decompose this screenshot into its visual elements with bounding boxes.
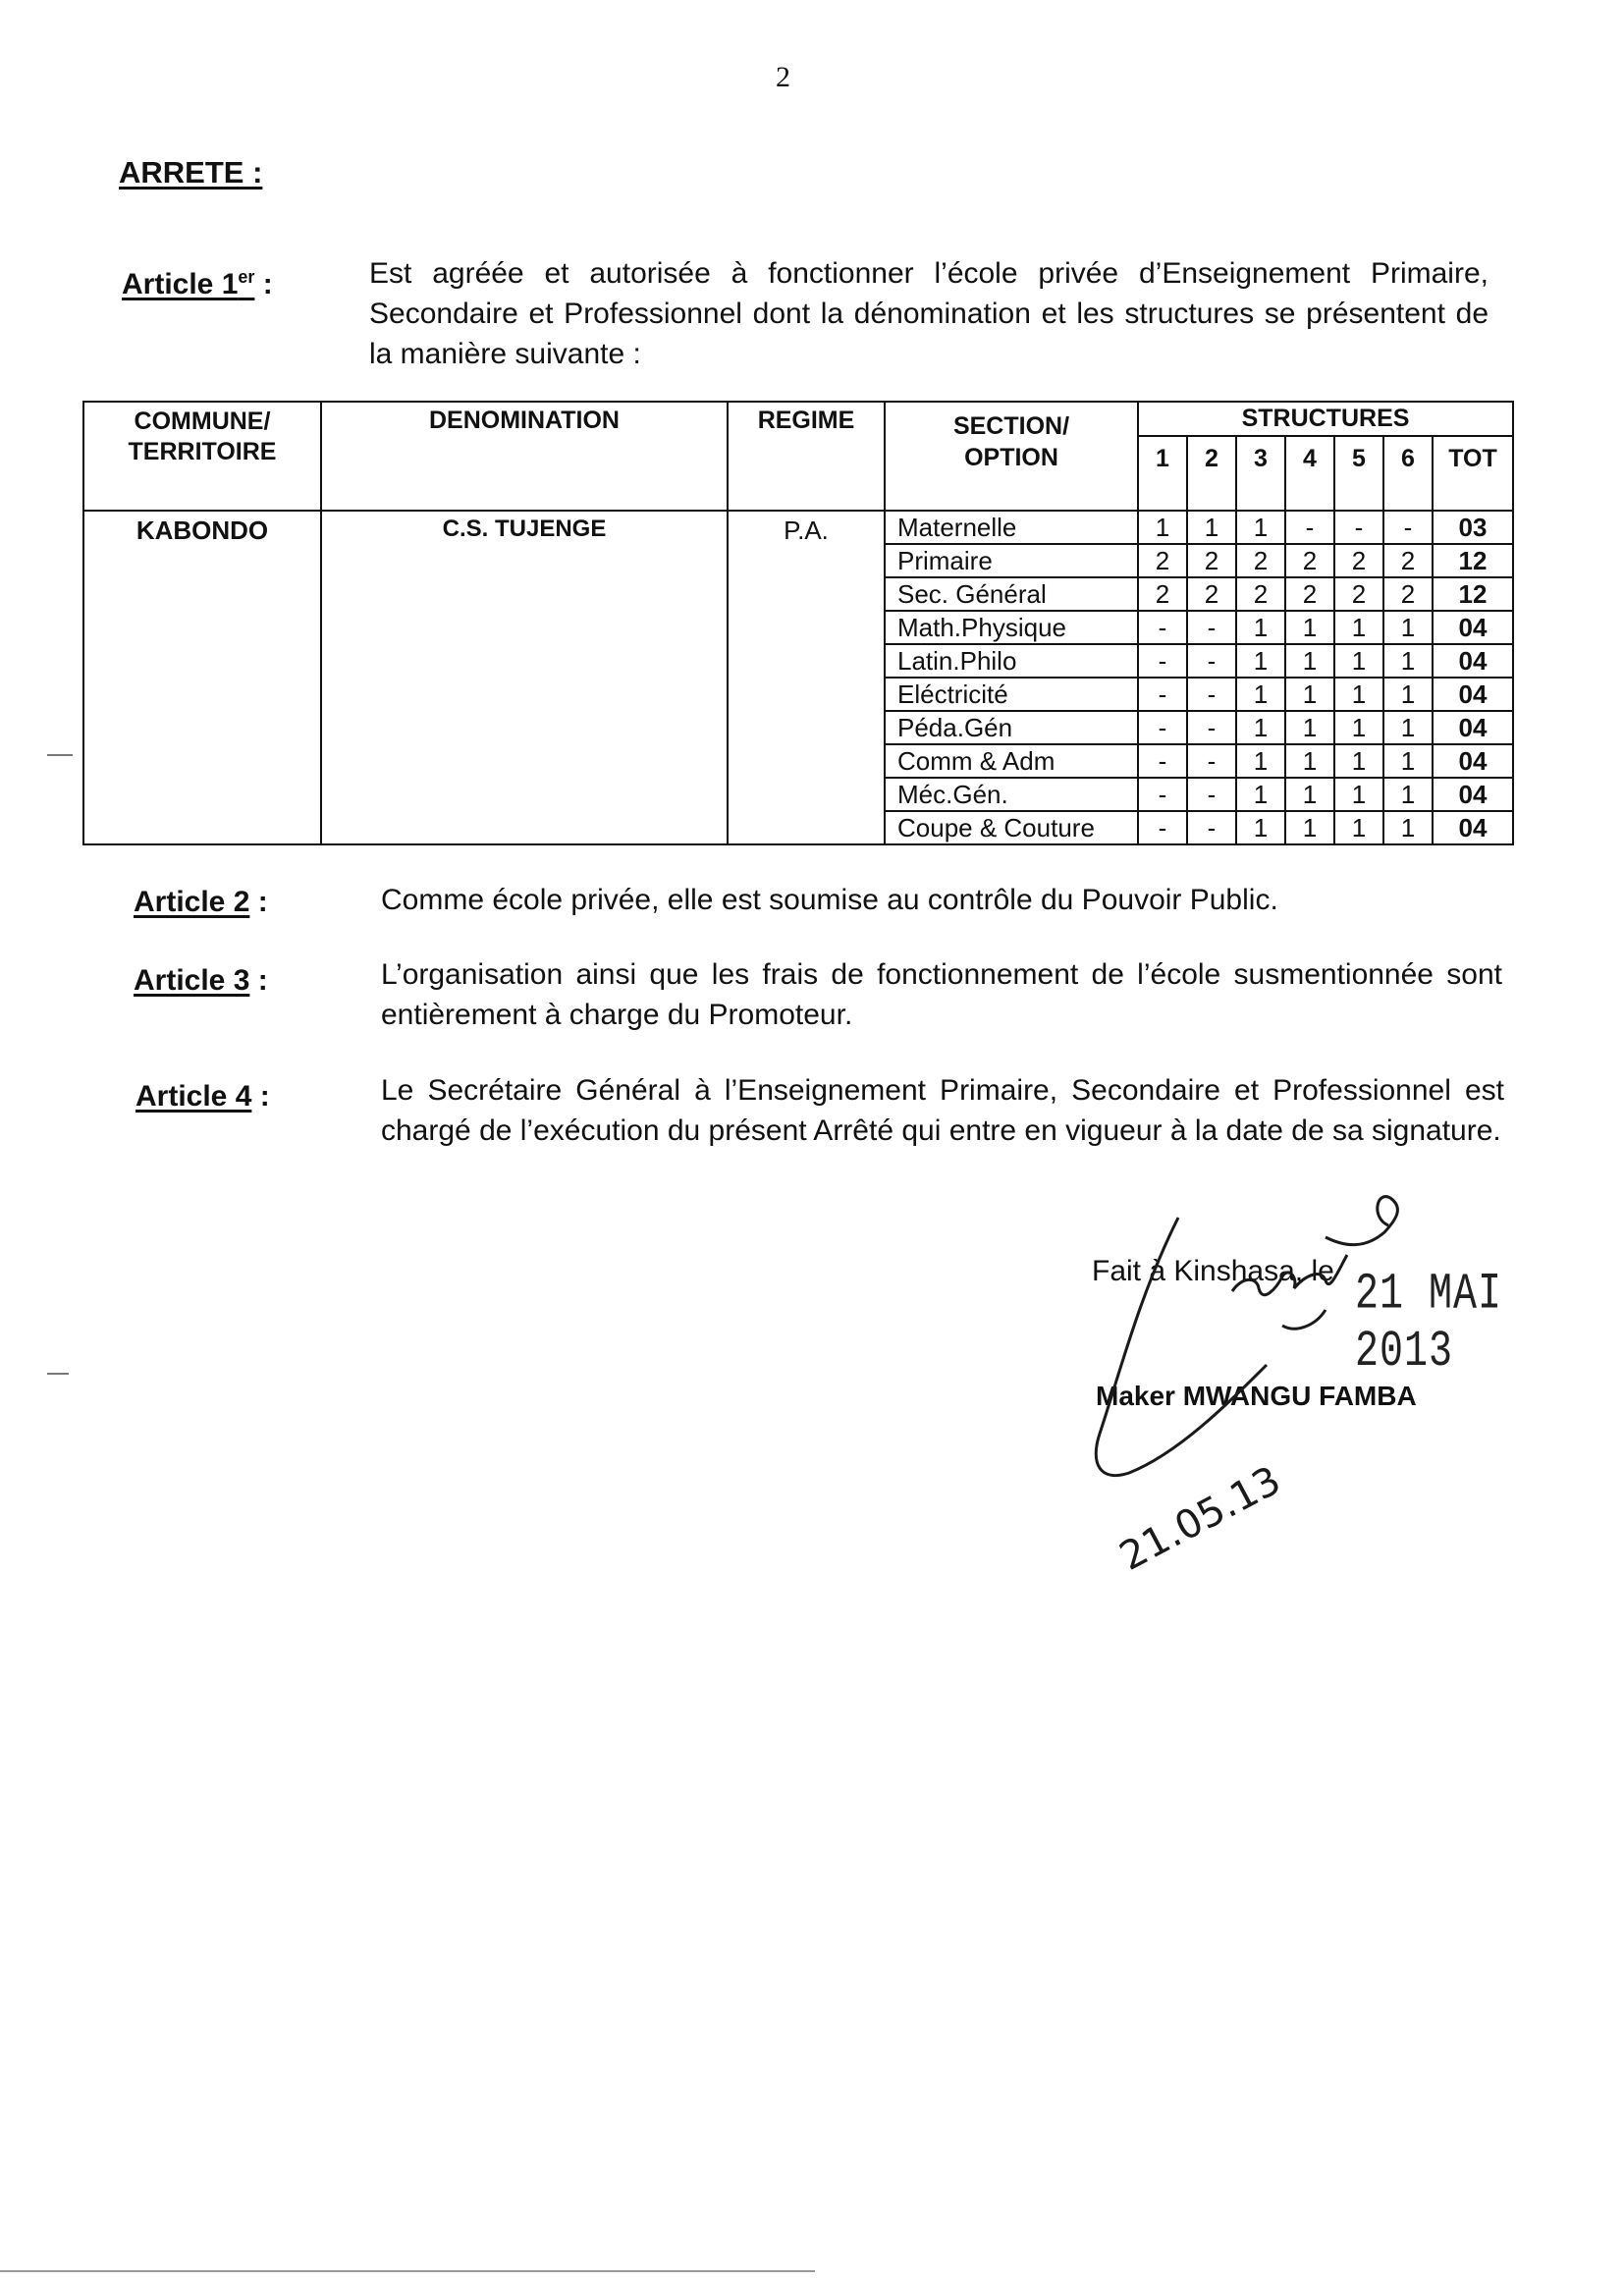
cell-value: 1 xyxy=(1285,644,1334,678)
cell-section: Sec. Général xyxy=(885,577,1138,611)
article-3-label xyxy=(134,964,268,998)
signatory-name: Maker MWANGU FAMBA xyxy=(1096,1381,1417,1411)
header-commune xyxy=(83,402,321,511)
header-section-line1: SECTION/ xyxy=(952,412,1070,440)
cell-value: 1 xyxy=(1285,678,1334,711)
article-4-label xyxy=(135,1080,270,1113)
signature-stroke xyxy=(1282,1310,1326,1329)
article-2-label-text: Article 2 xyxy=(134,886,250,918)
cell-total: 12 xyxy=(1433,577,1513,611)
cell-value: - xyxy=(1138,611,1187,644)
arrete-heading: ARRETE : xyxy=(119,155,263,190)
cell-value: 1 xyxy=(1285,811,1334,844)
cell-value: - xyxy=(1187,711,1236,744)
cell-value: 1 xyxy=(1285,744,1334,778)
cell-value: 1 xyxy=(1285,611,1334,644)
cell-value: 1 xyxy=(1383,678,1433,711)
header-level-5: 5 xyxy=(1334,436,1383,511)
cell-section: Eléctricité xyxy=(885,678,1138,711)
header-commune-line2: TERRITOIRE xyxy=(128,438,277,465)
cell-section: Méc.Gén. xyxy=(885,778,1138,811)
article-3-suffix: : xyxy=(249,964,268,997)
cell-total: 12 xyxy=(1433,544,1513,577)
cell-value: - xyxy=(1138,778,1187,811)
header-section-line2: OPTION xyxy=(964,444,1058,471)
header-total: TOT xyxy=(1433,436,1513,511)
cell-value: - xyxy=(1187,644,1236,678)
cell-value: 1 xyxy=(1383,611,1433,644)
cell-value: 1 xyxy=(1383,644,1433,678)
handwritten-date: 21.05.13 xyxy=(1112,1457,1288,1580)
cell-value: 1 xyxy=(1383,778,1433,811)
cell-commune: KABONDO xyxy=(83,511,321,844)
cell-value: 1 xyxy=(1334,711,1383,744)
cell-value: 1 xyxy=(1334,611,1383,644)
cell-value: 2 xyxy=(1138,544,1187,577)
signature-stroke xyxy=(1232,1255,1347,1295)
cell-section: Péda.Gén xyxy=(885,711,1138,744)
table-row xyxy=(83,511,1513,544)
article-4-label-text: Article 4 xyxy=(135,1080,252,1113)
cell-value: 2 xyxy=(1187,577,1236,611)
article-4-text: Le Secrétaire Général à l’Enseignement Primaire, Secondaire et Professionnel est chargé de l’exécution du présent Arrêté qui entre en vigueur à la date de sa signature. xyxy=(381,1074,1504,1147)
article-2-label xyxy=(134,886,268,919)
cell-section: Coupe & Couture xyxy=(885,811,1138,844)
header-level-2: 2 xyxy=(1187,436,1236,511)
cell-value: - xyxy=(1138,744,1187,778)
cell-value: 1 xyxy=(1285,778,1334,811)
cell-value: 1 xyxy=(1236,644,1285,678)
structures-table xyxy=(82,401,1514,845)
cell-total: 04 xyxy=(1433,678,1513,711)
header-level-1: 1 xyxy=(1138,436,1187,511)
scan-mark xyxy=(47,754,73,756)
cell-value: 1 xyxy=(1383,744,1433,778)
cell-value: 1 xyxy=(1334,644,1383,678)
article-3-label-text: Article 3 xyxy=(134,964,250,997)
signature-stroke xyxy=(1096,1218,1267,1476)
header-level-6: 6 xyxy=(1383,436,1433,511)
header-commune-line1: COMMUNE/ xyxy=(134,407,271,435)
cell-total: 04 xyxy=(1433,744,1513,778)
cell-value: 1 xyxy=(1236,511,1285,544)
header-regime: REGIME xyxy=(728,402,885,511)
cell-value: 1 xyxy=(1383,811,1433,844)
cell-value: 1 xyxy=(1236,778,1285,811)
cell-value: 1 xyxy=(1334,678,1383,711)
page-number: 2 xyxy=(776,61,790,93)
cell-value: 1 xyxy=(1187,511,1236,544)
cell-section: Primaire xyxy=(885,544,1138,577)
cell-total: 04 xyxy=(1433,611,1513,644)
cell-regime: P.A. xyxy=(728,511,885,844)
cell-total: 04 xyxy=(1433,711,1513,744)
cell-value: 1 xyxy=(1334,744,1383,778)
cell-value: - xyxy=(1187,678,1236,711)
cell-value: 2 xyxy=(1285,544,1334,577)
article-1-sup: er xyxy=(238,267,255,287)
cell-denomination: C.S. TUJENGE xyxy=(321,511,728,844)
cell-value: 1 xyxy=(1236,611,1285,644)
cell-value: 2 xyxy=(1383,544,1433,577)
cell-value: - xyxy=(1138,811,1187,844)
cell-value: 1 xyxy=(1236,711,1285,744)
cell-value: 2 xyxy=(1285,577,1334,611)
cell-value: 2 xyxy=(1383,577,1433,611)
scan-mark xyxy=(47,1373,69,1375)
cell-total: 04 xyxy=(1433,778,1513,811)
cell-value: - xyxy=(1383,511,1433,544)
cell-value: 2 xyxy=(1236,544,1285,577)
cell-value: 2 xyxy=(1334,544,1383,577)
cell-value: 1 xyxy=(1334,811,1383,844)
cell-total: 03 xyxy=(1433,511,1513,544)
place-line: Fait à Kinshasa, le xyxy=(1092,1255,1334,1287)
cell-value: 2 xyxy=(1187,544,1236,577)
cell-value: 1 xyxy=(1236,811,1285,844)
cell-value: - xyxy=(1187,744,1236,778)
cell-value: 1 xyxy=(1285,711,1334,744)
header-level-3: 3 xyxy=(1236,436,1285,511)
table-header-row xyxy=(83,402,1513,436)
cell-value: 1 xyxy=(1236,744,1285,778)
handwritten-signature xyxy=(1031,1178,1443,1591)
cell-section: Latin.Philo xyxy=(885,644,1138,678)
article-4-suffix: : xyxy=(251,1080,270,1113)
cell-value: 1 xyxy=(1334,778,1383,811)
header-structures: STRUCTURES xyxy=(1138,402,1513,436)
cell-value: - xyxy=(1138,678,1187,711)
article-1-suffix: : xyxy=(254,268,273,300)
cell-value: - xyxy=(1187,811,1236,844)
header-level-4: 4 xyxy=(1285,436,1334,511)
cell-section: Math.Physique xyxy=(885,611,1138,644)
article-1-label-text: Article 1 xyxy=(122,268,239,300)
article-1-text: Est agréée et autorisée à fonctionner l’école privée d’Enseignement Primaire, Secondaire et Professionnel dont la dénomination et les structures se présentent de la manière suivante : xyxy=(369,257,1489,370)
cell-section: Maternelle xyxy=(885,511,1138,544)
cell-value: - xyxy=(1138,711,1187,744)
header-denomination: DENOMINATION xyxy=(321,402,728,511)
header-section xyxy=(885,402,1138,511)
article-1-label xyxy=(122,267,273,301)
cell-value: 1 xyxy=(1383,711,1433,744)
scan-edge-line xyxy=(0,2270,815,2272)
article-2-text: Comme école privée, elle est soumise au contrôle du Pouvoir Public. xyxy=(381,884,1278,916)
cell-value: 1 xyxy=(1236,678,1285,711)
cell-total: 04 xyxy=(1433,811,1513,844)
signature-stroke xyxy=(1326,1197,1397,1245)
cell-value: - xyxy=(1187,778,1236,811)
cell-value: - xyxy=(1334,511,1383,544)
cell-value: 1 xyxy=(1138,511,1187,544)
cell-value: 2 xyxy=(1138,577,1187,611)
article-3-text: L’organisation ainsi que les frais de fonctionnement de l’école susmentionnée sont entièrement à charge du Promoteur. xyxy=(381,958,1502,1031)
cell-value: 2 xyxy=(1236,577,1285,611)
cell-value: - xyxy=(1138,644,1187,678)
cell-section: Comm & Adm xyxy=(885,744,1138,778)
cell-value: 2 xyxy=(1334,577,1383,611)
cell-total: 04 xyxy=(1433,644,1513,678)
cell-value: - xyxy=(1285,511,1334,544)
cell-value: - xyxy=(1187,611,1236,644)
article-2-suffix: : xyxy=(249,886,268,918)
date-stamp: 21 MAI 2013 xyxy=(1355,1267,1503,1382)
